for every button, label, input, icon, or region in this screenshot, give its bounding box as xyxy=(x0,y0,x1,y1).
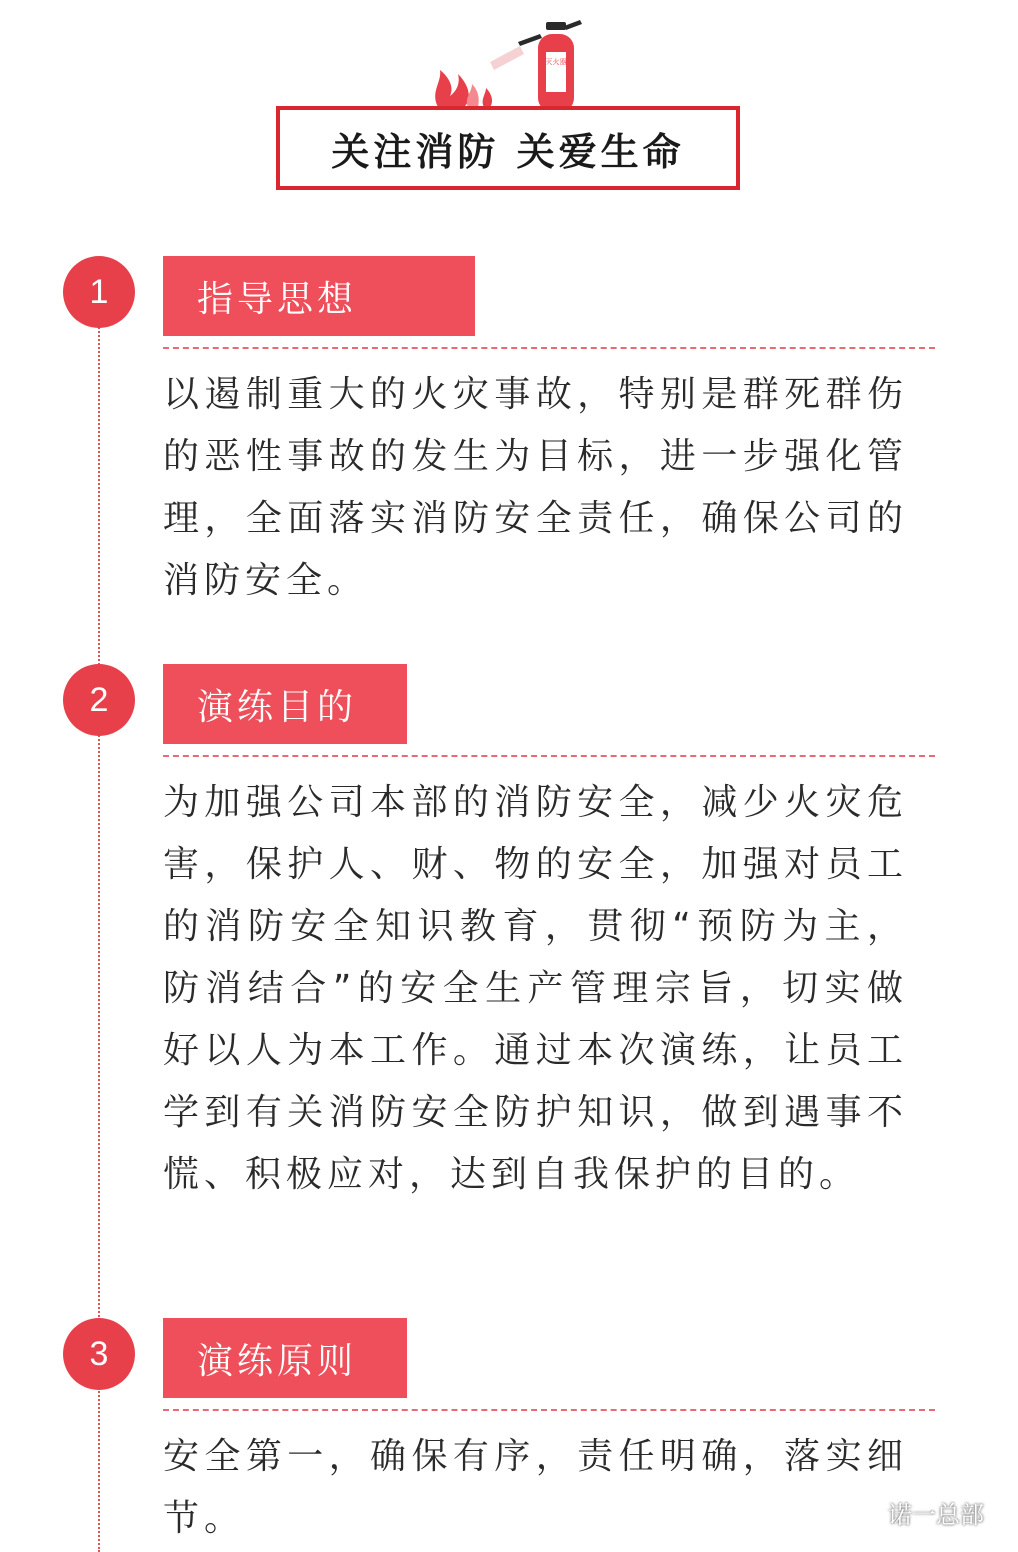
svg-text:灭火器: 灭火器 xyxy=(545,58,567,66)
section-divider xyxy=(163,755,935,757)
section-heading-label: 演练原则 xyxy=(197,1340,358,1382)
extinguisher-icon xyxy=(518,20,582,112)
watermark-text: 诺一总部 xyxy=(888,1501,984,1529)
section-body-3: 安全第一，确保有序，责任明确，落实细节。 xyxy=(163,1436,908,1539)
section-number-2: 2 xyxy=(63,664,135,736)
section-number-3: 3 xyxy=(63,1318,135,1390)
section-heading-2 xyxy=(163,664,407,744)
wechat-icon xyxy=(842,1498,878,1528)
flame-icon xyxy=(435,70,492,107)
section-heading-3 xyxy=(163,1318,407,1398)
section-heading-1 xyxy=(163,256,475,336)
page-title: 关注消防 关爱生命 xyxy=(331,129,685,174)
watermark xyxy=(842,1495,984,1530)
title-box xyxy=(276,106,740,190)
section-body-1: 以遏制重大的火灾事故，特别是群死群伤的恶性事故的发生为目标，进一步强化管理，全面落实消防安全责任，确保公司的消防安全。 xyxy=(163,374,908,601)
section-number-1: 1 xyxy=(63,256,135,328)
section-heading-label: 演练目的 xyxy=(197,686,358,728)
fire-extinguisher-illustration xyxy=(420,12,600,112)
section-divider xyxy=(163,1409,935,1411)
section-heading-label: 指导思想 xyxy=(197,278,358,320)
spray-icon xyxy=(490,46,524,70)
section-divider xyxy=(163,347,935,349)
section-body-2: 为加强公司本部的消防安全，减少火灾危害，保护人、财、物的安全，加强对员工的消防安全知识教育，贯彻“预防为主，防消结合”的安全生产管理宗旨，切实做好以人为本工作。通过本次演练，让员工学到有关消防安全防护知识，做到遇事不慌、积极应对，达到自我保护的目的。 xyxy=(163,782,908,1195)
